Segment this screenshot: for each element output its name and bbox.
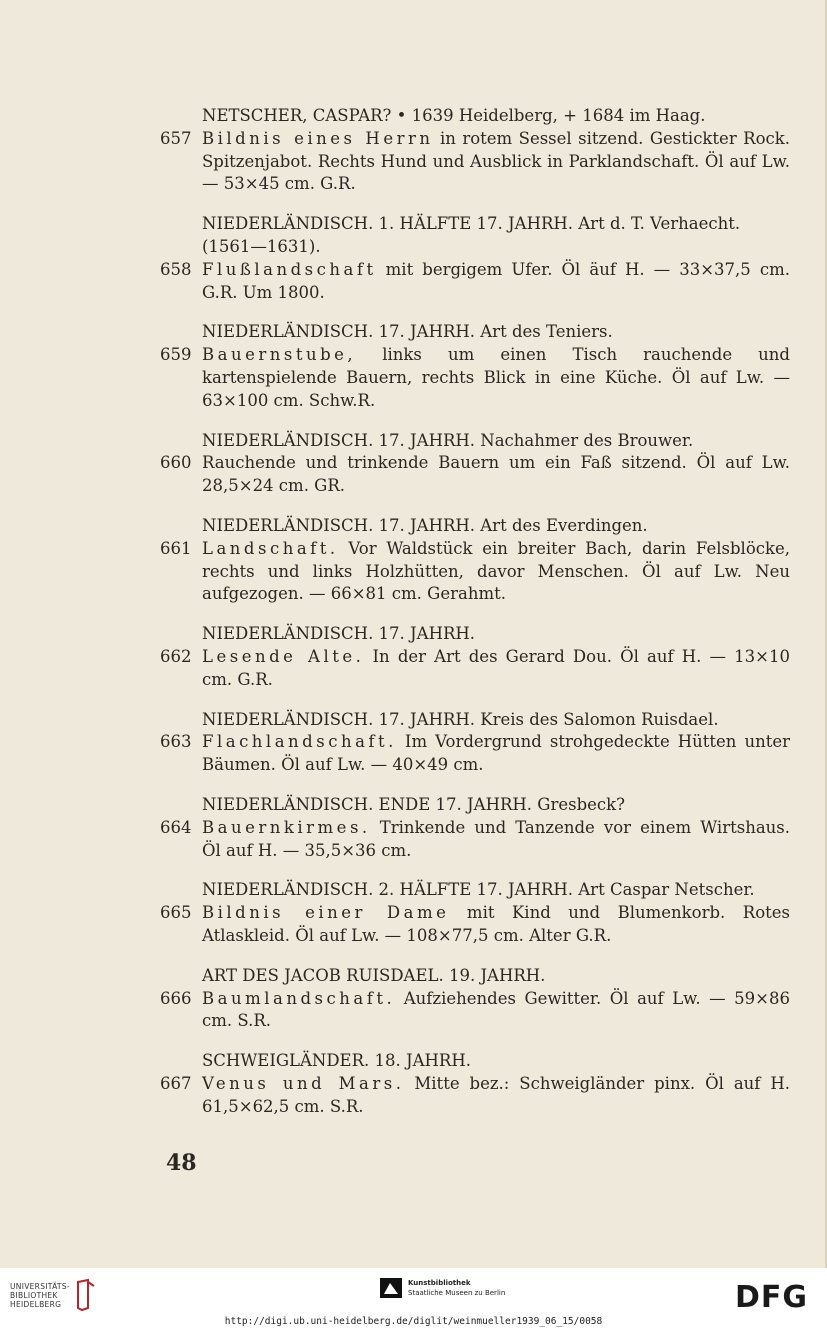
entry-text: in rotem Sessel sitzend. Gestickter Rock. Spitzenjabot. Rechts Hund und Ausblick in Parklandschaft. Öl auf Lw. — 53×45 cm. G.R.	[202, 128, 791, 194]
lot-number: 667	[160, 1073, 192, 1093]
entry-text: mit Kind und Blumenkorb. Rotes Atlaskleid. Öl auf Lw. — 108×77,5 cm. Alter G.R.	[202, 903, 790, 945]
entry-heading: NIEDERLÄNDISCH. 17. JAHRH. Nachahmer des Brouwer.	[202, 430, 694, 450]
entry-description	[202, 902, 790, 948]
entry-heading: NIEDERLÄNDISCH. 17. JAHRH.	[202, 624, 476, 644]
catalog-entry	[160, 321, 790, 412]
kunstbibliothek-title: Kunstbibliothek	[408, 1279, 471, 1287]
kunstbibliothek-subtitle: Staatliche Museen zu Berlin	[408, 1289, 506, 1297]
catalog-entry	[160, 965, 790, 1033]
catalog-entry	[160, 1050, 790, 1118]
lot-number: 662	[160, 646, 192, 666]
entry-list	[160, 105, 790, 1135]
entry-title: Bildnis eines Herrn	[202, 128, 434, 148]
entry-text: Mitte bez.: Schweigländer pinx. Öl auf H. 61,5×62,5 cm. S.R.	[202, 1073, 790, 1116]
entry-text: Vor Waldstück ein breiter Bach, darin Felsblöcke, rechts und links Holzhütten, davor Menschen. Öl auf Lw. Neu aufgezogen. — 66×81 cm. Gerahmt.	[202, 538, 790, 604]
entry-title: Flachlandschaft.	[202, 732, 397, 752]
entry-title: Bauernstube,	[202, 345, 357, 365]
entry-title: Lesende Alte.	[202, 646, 365, 666]
kunstbibliothek-logo[interactable]	[380, 1278, 505, 1298]
entry-title: Baumlandschaft.	[202, 988, 396, 1008]
kunstbibliothek-emblem-icon	[380, 1278, 402, 1298]
entry-description	[202, 452, 790, 498]
entry-description	[202, 1073, 790, 1119]
catalog-entry	[160, 430, 790, 498]
university-library-name: UNIVERSITÄTS- BIBLIOTHEK HEIDELBERG	[10, 1281, 70, 1309]
entry-heading: NIEDERLÄNDISCH. 2. HÄLFTE 17. JAHRH. Art Caspar Netscher.	[202, 880, 755, 900]
entry-heading: NIEDERLÄNDISCH. ENDE 17. JAHRH. Gresbeck?	[202, 794, 625, 814]
page-number: 48	[166, 1150, 197, 1176]
entry-description	[202, 259, 790, 305]
entry-text: mit bergigem Ufer. Öl äuf H. — 33×37,5 cm. G.R. Um 1800.	[202, 259, 790, 302]
entry-title: Bildnis einer Dame	[202, 903, 450, 923]
entry-text: Trinkende und Tanzende vor einem Wirtshaus. Öl auf H. — 35,5×36 cm.	[202, 817, 790, 860]
entry-heading: NIEDERLÄNDISCH. 1. HÄLFTE 17. JAHRH. Art d. T. Verhaecht. (1561—1631).	[202, 214, 741, 256]
entry-title: Bauernkirmes.	[202, 817, 371, 837]
entry-description	[202, 988, 790, 1034]
catalog-entry	[160, 515, 790, 606]
dfg-logo[interactable]: DFG	[735, 1280, 809, 1315]
university-library-logo[interactable]	[10, 1278, 96, 1312]
lot-number: 665	[160, 903, 192, 923]
catalog-entry	[160, 879, 790, 947]
entry-description	[202, 817, 790, 863]
source-url[interactable]: http://digi.ub.uni-heidelberg.de/diglit/weinmueller1939_06_15/0058	[224, 1316, 603, 1327]
entry-heading: SCHWEIGLÄNDER. 18. JAHRH.	[202, 1051, 471, 1071]
entry-title: Flußlandschaft	[202, 259, 377, 279]
lot-number: 659	[160, 345, 192, 365]
entry-heading: ART DES JACOB RUISDAEL. 19. JAHRH.	[202, 965, 546, 985]
entry-description	[202, 128, 790, 196]
entry-description	[202, 344, 790, 412]
catalog-entry	[160, 213, 790, 304]
entry-text: links um einen Tisch rauchende und kartenspielende Bauern, rechts Blick in eine Küche. Öl auf Lw. — 63×100 cm. Schw.R.	[202, 345, 790, 410]
catalog-entry	[160, 794, 790, 862]
entry-description	[202, 538, 790, 606]
lot-number: 661	[160, 538, 192, 558]
catalog-entry	[160, 105, 790, 196]
lot-number: 660	[160, 453, 192, 473]
lot-number: 658	[160, 259, 192, 279]
entry-heading: NIEDERLÄNDISCH. 17. JAHRH. Kreis des Salomon Ruisdael.	[202, 709, 719, 729]
entry-text: Rauchende und trinkende Bauern um ein Faß sitzend. Öl auf Lw. 28,5×24 cm. GR.	[202, 453, 790, 496]
lot-number: 657	[160, 128, 192, 148]
entry-description	[202, 646, 790, 692]
lot-number: 664	[160, 817, 192, 837]
lot-number: 663	[160, 732, 192, 752]
entry-title: Landschaft.	[202, 538, 339, 558]
entry-title: Venus und Mars.	[202, 1073, 405, 1093]
entry-description	[202, 731, 790, 777]
entry-text: Aufziehendes Gewitter. Öl auf Lw. — 59×86 cm. S.R.	[202, 988, 790, 1031]
entry-text: In der Art des Gerard Dou. Öl auf H. — 13×10 cm. G.R.	[202, 646, 790, 689]
entry-heading: NIEDERLÄNDISCH. 17. JAHRH. Art des Teniers.	[202, 322, 613, 342]
entry-heading: NETSCHER, CASPAR? • 1639 Heidelberg, + 1684 im Haag.	[202, 106, 706, 125]
entry-heading: NIEDERLÄNDISCH. 17. JAHRH. Art des Everdingen.	[202, 515, 648, 535]
entry-text: Im Vordergrund strohgedeckte Hütten unter Bäumen. Öl auf Lw. — 40×49 cm.	[202, 732, 790, 775]
catalog-entry	[160, 623, 790, 691]
lot-number: 666	[160, 988, 192, 1008]
catalog-entry	[160, 709, 790, 777]
university-emblem-icon	[74, 1278, 96, 1312]
